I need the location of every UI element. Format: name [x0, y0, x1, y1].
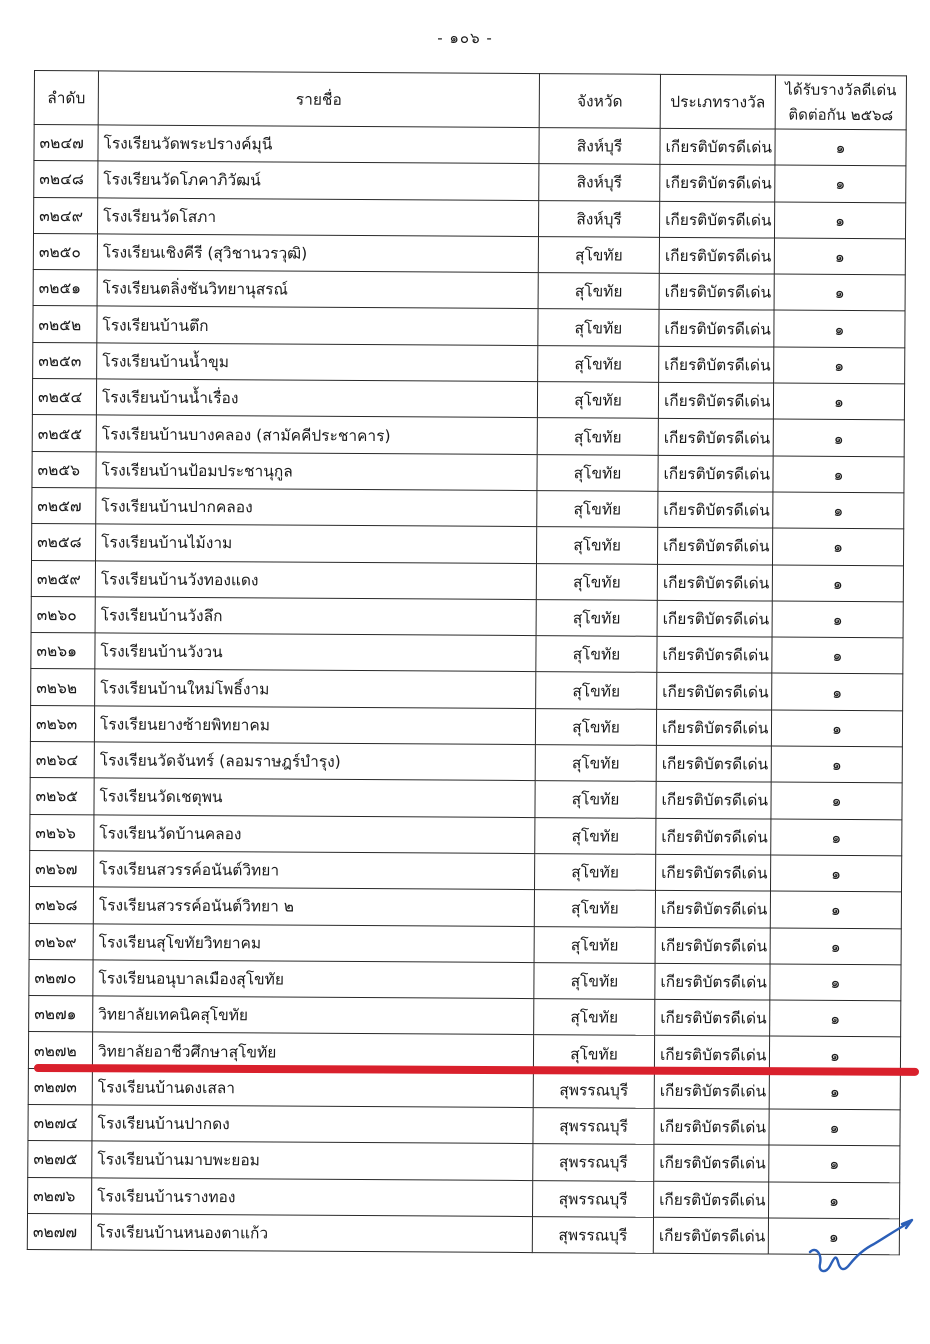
cell-award-type: เกียรติบัตรดีเด่น	[654, 1181, 769, 1218]
cell-seq: ๓๒๕๒	[33, 306, 97, 343]
cell-award-type: เกียรติบัตรดีเด่น	[655, 999, 770, 1036]
cell-seq: ๓๒๕๗	[32, 487, 96, 524]
cell-count: ๑	[774, 274, 905, 311]
cell-award-type: เกียรติบัตรดีเด่น	[654, 1036, 769, 1073]
cell-count: ๑	[769, 1073, 900, 1110]
cell-seq: ๓๒๗๒	[28, 1032, 92, 1069]
cell-award-type: เกียรติบัตรดีเด่น	[655, 927, 770, 964]
table-row	[30, 778, 902, 820]
cell-seq: ๓๒๗๔	[28, 1104, 92, 1141]
cell-seq: ๓๒๖๖	[30, 814, 94, 851]
cell-name: โรงเรียนบ้านดงเสลา	[92, 1069, 533, 1108]
cell-seq: ๓๒๗๑	[29, 996, 93, 1033]
cell-seq: ๓๒๖๔	[30, 742, 94, 779]
cell-seq: ๓๒๕๑	[33, 270, 97, 307]
cell-count: ๑	[772, 637, 903, 674]
cell-award-type: เกียรติบัตรดีเด่น	[654, 1145, 769, 1182]
cell-count: ๑	[773, 419, 904, 456]
cell-award-type: เกียรติบัตรดีเด่น	[657, 636, 772, 673]
cell-province: สุโขทัย	[538, 309, 659, 346]
table-row	[27, 1213, 899, 1255]
cell-count: ๑	[772, 565, 903, 602]
cell-name: โรงเรียนบ้านน้ำเรื่อง	[96, 379, 537, 418]
cell-award-type: เกียรติบัตรดีเด่น	[656, 818, 771, 855]
cell-province: สุพรรณบุรี	[532, 1216, 653, 1253]
table-row	[33, 233, 905, 275]
table-row	[32, 415, 904, 457]
table-row	[29, 887, 901, 929]
cell-province: สุโขทัย	[535, 854, 656, 891]
cell-count: ๑	[774, 347, 905, 384]
cell-province: สุโขทัย	[538, 236, 659, 273]
cell-name: โรงเรียนบ้านวังวน	[95, 633, 536, 672]
award-table	[27, 70, 907, 1256]
table-row	[29, 996, 901, 1038]
table-row	[28, 1177, 900, 1219]
cell-name: โรงเรียนอนุบาลเมืองสุโขทัย	[93, 960, 534, 999]
header-seq: ลำดับ	[34, 71, 98, 125]
cell-name: โรงเรียนบ้านรางทอง	[92, 1177, 533, 1216]
cell-name: โรงเรียนบ้านตึก	[97, 306, 538, 345]
table-header	[34, 71, 906, 130]
header-award-type: ประเภทรางวัล	[660, 74, 775, 129]
cell-count: ๑	[769, 1109, 900, 1146]
cell-province: สุโขทัย	[534, 926, 655, 963]
cell-seq: ๓๒๕๕	[32, 415, 96, 452]
cell-count: ๑	[774, 311, 905, 348]
cell-province: สุพรรณบุรี	[533, 1071, 654, 1108]
cell-name: โรงเรียนเชิงคีรี (สุวิชานวรวุฒิ)	[97, 234, 538, 273]
cell-award-type: เกียรติบัตรดีเด่น	[655, 963, 770, 1000]
cell-award-type: เกียรติบัตรดีเด่น	[656, 782, 771, 819]
cell-name: โรงเรียนวัดโภคาภิวัฒน์	[98, 161, 539, 200]
cell-seq: ๓๒๗๖	[28, 1177, 92, 1214]
cell-seq: ๓๒๕๔	[32, 379, 96, 416]
cell-name: โรงเรียนวัดบ้านคลอง	[94, 815, 535, 854]
table-row	[28, 1104, 900, 1146]
table-row	[29, 923, 901, 965]
table-body	[27, 125, 906, 1256]
table-row	[34, 125, 906, 167]
header-recognition-line1: ได้รับรางวัลดีเด่น	[785, 80, 897, 99]
cell-award-type: เกียรติบัตรดีเด่น	[657, 600, 772, 637]
header-recognition	[775, 75, 906, 130]
table-row	[33, 306, 905, 348]
cell-seq: ๓๒๕๙	[31, 560, 95, 597]
table-row	[29, 959, 901, 1001]
cell-name: โรงเรียนบ้านปากดง	[92, 1105, 533, 1144]
cell-count: ๑	[772, 673, 903, 710]
cell-name: โรงเรียนบ้านปากคลอง	[96, 488, 537, 527]
cell-award-type: เกียรติบัตรดีเด่น	[660, 165, 775, 202]
cell-seq: ๓๒๕๓	[33, 342, 97, 379]
cell-seq: ๓๒๗๕	[28, 1141, 92, 1178]
cell-award-type: เกียรติบัตรดีเด่น	[655, 891, 770, 928]
table-row	[30, 705, 902, 747]
cell-count: ๑	[769, 1145, 900, 1182]
table-row	[32, 487, 904, 529]
cell-seq: ๓๒๗๓	[28, 1068, 92, 1105]
cell-province: สุโขทัย	[538, 273, 659, 310]
table-row	[30, 814, 902, 856]
table-row	[32, 379, 904, 421]
cell-province: สุโขทัย	[537, 418, 658, 455]
cell-province: สุโขทัย	[535, 708, 656, 745]
cell-seq: ๓๒๖๐	[31, 596, 95, 633]
cell-award-type: เกียรติบัตรดีเด่น	[659, 274, 774, 311]
cell-award-type: เกียรติบัตรดีเด่น	[657, 564, 772, 601]
cell-province: สุโขทัย	[535, 817, 656, 854]
cell-name: โรงเรียนสุโขทัยวิทยาคม	[93, 923, 534, 962]
table-row	[30, 742, 902, 784]
cell-count: ๑	[772, 528, 903, 565]
cell-name: โรงเรียนวัดพระปรางค์มุนี	[98, 125, 539, 164]
cell-count: ๑	[772, 601, 903, 638]
cell-seq: ๓๒๕๐	[33, 233, 97, 270]
cell-seq: ๓๒๖๓	[30, 705, 94, 742]
table-row	[31, 669, 903, 711]
cell-seq: ๓๒๖๙	[29, 923, 93, 960]
cell-name: โรงเรียนบ้านวังลึก	[95, 597, 536, 636]
cell-award-type: เกียรติบัตรดีเด่น	[657, 528, 772, 565]
cell-name: โรงเรียนบ้านป้อมประชานุกูล	[96, 452, 537, 491]
cell-name: โรงเรียนบ้านวังทองแดง	[95, 560, 536, 599]
cell-name: วิทยาลัยอาชีวศึกษาสุโขทัย	[92, 1032, 533, 1071]
header-province: จังหวัด	[539, 74, 660, 129]
cell-seq: ๓๒๔๗	[34, 125, 98, 162]
table-row	[34, 161, 906, 203]
cell-award-type: เกียรติบัตรดีเด่น	[660, 128, 775, 165]
table-row	[33, 270, 905, 312]
cell-award-type: เกียรติบัตรดีเด่น	[659, 310, 774, 347]
cell-province: สุโขทัย	[535, 745, 656, 782]
cell-province: สุโขทัย	[538, 345, 659, 382]
cell-award-type: เกียรติบัตรดีเด่น	[653, 1217, 768, 1254]
cell-name: โรงเรียนวัดเชตุพน	[94, 778, 535, 817]
cell-name: โรงเรียนบ้านบางคลอง (สามัคคีประชาคาร)	[96, 415, 537, 454]
cell-count: ๑	[775, 129, 906, 166]
cell-seq: ๓๒๖๒	[31, 669, 95, 706]
cell-count: ๑	[770, 1000, 901, 1037]
cell-count: ๑	[768, 1218, 899, 1255]
table-row	[30, 850, 902, 892]
cell-province: สุโขทัย	[536, 599, 657, 636]
cell-name: โรงเรียนวัดโสภา	[98, 197, 539, 236]
cell-count: ๑	[774, 238, 905, 275]
cell-count: ๑	[773, 456, 904, 493]
table-row	[33, 342, 905, 384]
table-row	[32, 451, 904, 493]
cell-seq: ๓๒๖๕	[30, 778, 94, 815]
cell-seq: ๓๒๗๐	[29, 959, 93, 996]
cell-name: โรงเรียนยางซ้ายพิทยาคม	[94, 706, 535, 745]
cell-name: โรงเรียนบ้านหนองตาแก้ว	[91, 1214, 532, 1253]
cell-name: โรงเรียนบ้านไม้งาม	[96, 524, 537, 563]
cell-count: ๑	[769, 1036, 900, 1073]
cell-seq: ๓๒๗๗	[27, 1213, 91, 1250]
table-row	[31, 596, 903, 638]
header-recognition-line2: ติดต่อกัน ๒๕๖๘	[788, 105, 894, 124]
cell-award-type: เกียรติบัตรดีเด่น	[654, 1108, 769, 1145]
cell-province: สิงห์บุรี	[538, 200, 659, 237]
cell-count: ๑	[773, 383, 904, 420]
cell-seq: ๓๒๖๘	[29, 887, 93, 924]
cell-seq: ๓๒๔๘	[34, 161, 98, 198]
cell-award-type: เกียรติบัตรดีเด่น	[658, 419, 773, 456]
cell-province: สุโขทัย	[534, 890, 655, 927]
cell-count: ๑	[771, 782, 902, 819]
cell-count: ๑	[770, 855, 901, 892]
cell-name: โรงเรียนตลิ่งชันวิทยานุสรณ์	[97, 270, 538, 309]
cell-province: สุพรรณบุรี	[533, 1144, 654, 1181]
cell-name: โรงเรียนบ้านใหม่โพธิ์งาม	[95, 669, 536, 708]
header-name: รายชื่อ	[98, 71, 539, 128]
cell-award-type: เกียรติบัตรดีเด่น	[658, 382, 773, 419]
cell-award-type: เกียรติบัตรดีเด่น	[659, 201, 774, 238]
cell-award-type: เกียรติบัตรดีเด่น	[656, 745, 771, 782]
table-row	[31, 560, 903, 602]
cell-province: สุโขทัย	[533, 1035, 654, 1072]
cell-province: สุพรรณบุรี	[533, 1108, 654, 1145]
cell-province: สุโขทัย	[536, 527, 657, 564]
page-number: - ๑๐๖ -	[437, 29, 493, 47]
cell-province: สุโขทัย	[537, 454, 658, 491]
cell-count: ๑	[770, 964, 901, 1001]
cell-award-type: เกียรติบัตรดีเด่น	[654, 1072, 769, 1109]
cell-award-type: เกียรติบัตรดีเด่น	[658, 491, 773, 528]
cell-province: สุโขทัย	[536, 563, 657, 600]
cell-award-type: เกียรติบัตรดีเด่น	[659, 237, 774, 274]
cell-award-type: เกียรติบัตรดีเด่น	[656, 709, 771, 746]
cell-seq: ๓๒๕๖	[32, 451, 96, 488]
cell-name: โรงเรียนวัดจันทร์ (ลอมราษฎร์บำรุง)	[94, 742, 535, 781]
cell-province: สุโขทัย	[537, 491, 658, 528]
cell-seq: ๓๒๕๘	[32, 524, 96, 561]
cell-province: สุโขทัย	[536, 672, 657, 709]
cell-name: โรงเรียนบ้านน้ำขุม	[97, 343, 538, 382]
cell-name: วิทยาลัยเทคนิคสุโขทัย	[93, 996, 534, 1035]
cell-count: ๑	[770, 891, 901, 928]
cell-seq: ๓๒๖๗	[30, 850, 94, 887]
cell-award-type: เกียรติบัตรดีเด่น	[655, 854, 770, 891]
cell-award-type: เกียรติบัตรดีเด่น	[657, 673, 772, 710]
cell-province: สิงห์บุรี	[539, 128, 660, 165]
cell-province: สุโขทัย	[535, 781, 656, 818]
cell-count: ๑	[771, 819, 902, 856]
cell-seq: ๓๒๖๑	[31, 633, 95, 670]
header-row	[34, 71, 906, 130]
cell-name: โรงเรียนสวรรค์อนันต์วิทยา ๒	[93, 887, 534, 926]
table-row	[31, 633, 903, 675]
cell-award-type: เกียรติบัตรดีเด่น	[658, 455, 773, 492]
cell-count: ๑	[775, 165, 906, 202]
table-row	[28, 1141, 900, 1183]
cell-count: ๑	[773, 492, 904, 529]
cell-province: สุโขทัย	[536, 636, 657, 673]
cell-province: สุโขทัย	[534, 962, 655, 999]
cell-province: สิงห์บุรี	[539, 164, 660, 201]
cell-count: ๑	[770, 928, 901, 965]
signature-icon	[800, 1212, 918, 1284]
cell-count: ๑	[771, 710, 902, 747]
cell-award-type: เกียรติบัตรดีเด่น	[659, 346, 774, 383]
table-row	[34, 197, 906, 239]
table-row	[32, 524, 904, 566]
cell-name: โรงเรียนสวรรค์อนันต์วิทยา	[94, 851, 535, 890]
cell-seq: ๓๒๔๙	[34, 197, 98, 234]
cell-province: สุพรรณบุรี	[533, 1180, 654, 1217]
cell-count: ๑	[774, 202, 905, 239]
cell-count: ๑	[771, 746, 902, 783]
cell-count: ๑	[769, 1182, 900, 1219]
cell-name: โรงเรียนบ้านมาบพะยอม	[92, 1141, 533, 1180]
cell-province: สุโขทัย	[534, 999, 655, 1036]
cell-province: สุโขทัย	[537, 382, 658, 419]
